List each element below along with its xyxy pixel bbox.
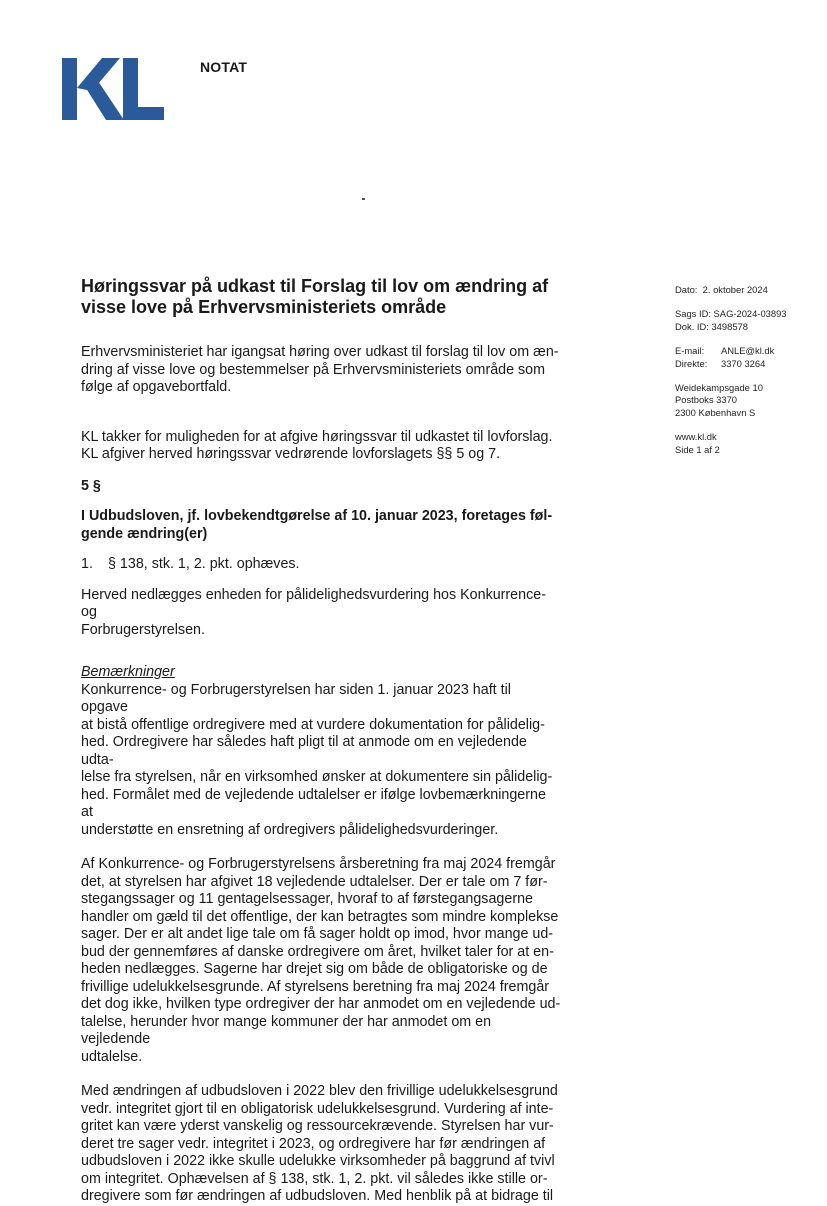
- direkte-value: 3370 3264: [721, 357, 766, 369]
- page-number: Side 1 af 2: [675, 443, 720, 455]
- herved-paragraph: Herved nedlægges enheden for pålidelighedsvurdering hos Konkurrence- og Forbrugerstyrelsen.: [81, 586, 546, 638]
- sags-id: Sags ID: SAG-2024-03893: [675, 308, 787, 320]
- address-line-2: Postboks 3370: [675, 394, 738, 406]
- direkte-row: [675, 358, 787, 370]
- address-line-3: 2300 København S: [675, 406, 756, 418]
- intro-paragraph: Erhvervsministeriet har igangsat høring over udkast til forslag til lov om æn- dring af visse love og bestemmelser på Erhvervsministeriets område som følge af opgavebortfald.: [81, 344, 559, 395]
- remarks-paragraph-3: Med ændringen af udbudsloven i 2022 blev den frivillige udelukkelsesgrund vedr. integritet gjort til en obligatorisk udelukkelsesgrund. Vurdering af inte- gritet kan være yderst vanskelig og ressourcekrævende. Styrelsen har vur- deret tre sager vedr. integritet i 2023, og ordregivere har før ændringen af udbudsloven i 2022 ikke skulle udelukke virksomheder på baggrund af tvivl om integritet. Ophævelsen af § 138, stk. 1, 2. pkt. vil således ikke stille or- dregivere som før ændringen af udbudsloven. Med henblik på at bidrage til: [81, 1083, 558, 1204]
- item-number: 1.: [81, 556, 93, 572]
- document-title: Høringssvar på udkast til Forslag til lov om ændring af visse love på Erhvervsministeriets område: [81, 276, 549, 317]
- email-row: [675, 345, 787, 357]
- website: www.kl.dk: [675, 431, 717, 443]
- section-heading: 5 §: [81, 477, 101, 494]
- direkte-label: Direkte:: [675, 357, 708, 369]
- date-label: Dato:: [675, 284, 698, 295]
- udbudsloven-heading: I Udbudsloven, jf. lovbekendtgørelse af 10. januar 2023, foretages føl- gende ændring(er): [81, 508, 553, 542]
- email-value: ANLE@kl.dk: [721, 345, 775, 357]
- kl-logo: [62, 58, 164, 120]
- amendment-item: [81, 556, 561, 574]
- sidebar-metadata: [675, 284, 787, 468]
- email-label: E-mail:: [675, 345, 705, 357]
- scan-speck: [362, 198, 365, 200]
- remarks-paragraph-1: Konkurrence- og Forbrugerstyrelsen har siden 1. januar 2023 haft til opgave at bistå offentlige ordregivere med at vurdere dokumentation for pålidelig- hed. Ordregivere har således haft pligt til at anmode om en vejledende udta- lelse fra styrelsen, når en virksomhed ønsker at dokumentere sin pålidelig- hed. Formålet med de vejledende udtalelser er ifølge lovbemærkningerne at understøtte en ensretning af ordregivers pålidelighedsvurderinger.: [81, 681, 553, 838]
- dok-id: Dok. ID: 3498578: [675, 320, 748, 332]
- remarks-paragraph-2: Af Konkurrence- og Forbrugerstyrelsens årsberetning fra maj 2024 fremgår det, at styrelsen har afgivet 18 vejledende udtalelser. Der er tale om 7 før- stegangssager og 11 gentagelsessager, hvoraf to af førstegangsagerne handler om gæld til det offentlige, der kan betragtes som mindre komplekse sager. Der er alt andet lige tale om få sager holdt op imod, hvor mange ud- bud der gennemføres af danske ordregivere om året, hvilket taler for at en- heden nedlægges. Sagerne har drejet sig om både de obligatoriske og de frivillige udelukkelsesgrunde. Af styrelsens beretning fra maj 2024 fremgår det dog ikke, hvilken type ordregiver der har anmodet om en vejledende ud- talelse, herunder hvor mange kommuner der har anmodet om en vejledende udtalelse.: [81, 856, 561, 1065]
- item-text: § 138, stk. 1, 2. pkt. ophæves.: [108, 556, 300, 572]
- date-row: [675, 284, 787, 296]
- document-type: NOTAT: [200, 59, 248, 75]
- main-content: [81, 276, 561, 1206]
- date-value: 2. oktober 2024: [702, 284, 768, 295]
- address-line-1: Weidekampsgade 10: [675, 382, 763, 394]
- thanks-paragraph: KL takker for muligheden for at afgive høringssvar til udkastet til lovforslag. KL afgiver herved høringssvar vedrørende lovforslagets §§ 5 og 7.: [81, 428, 553, 462]
- remarks-heading: Bemærkninger: [81, 664, 175, 680]
